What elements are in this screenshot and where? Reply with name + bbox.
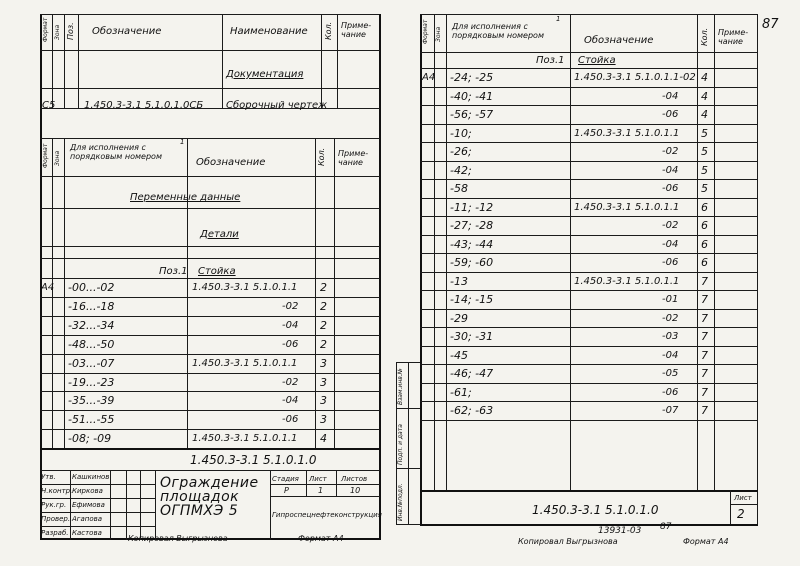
row-line: [420, 235, 758, 236]
r-stamp-sheet: 2: [737, 507, 745, 521]
r-header-for-version: Для исполнения с порядковым номером: [452, 22, 544, 41]
row-version: -16...-18: [68, 299, 115, 313]
row-version: -45: [450, 348, 468, 362]
row-version: -13: [450, 274, 468, 288]
stamp-row-line: [40, 498, 155, 499]
row-designation: -06: [282, 338, 299, 350]
r-stamp-code: 1.450.3-3.1 5.1.0.1.0: [532, 503, 659, 517]
row-qty: 7: [701, 385, 708, 399]
stamp-name: Киркова: [72, 487, 103, 495]
r-part-name: Стойка: [578, 55, 616, 66]
stamp-sheets: 10: [350, 486, 361, 495]
section-documentation: Документация: [226, 69, 304, 80]
row-line: [420, 272, 758, 273]
page-number: 87: [762, 17, 779, 32]
header-poz: Поз.: [66, 22, 75, 40]
row-version: -61;: [450, 385, 472, 399]
stamp-role: Разраб.: [41, 529, 69, 537]
section-variable-data: Переменные данные: [130, 192, 241, 203]
row-designation: -04: [282, 319, 299, 331]
row-line: [420, 253, 758, 254]
header-format: Формат: [42, 17, 49, 42]
stamp-title: Ограждение площадок ОГПМХЭ 5: [160, 475, 259, 519]
r-header-format: Формат: [422, 19, 429, 44]
row-designation: -04: [662, 349, 679, 361]
row-version: -03...-07: [68, 356, 115, 370]
row-qty: 4: [701, 71, 708, 84]
part-name: Стойка: [198, 266, 236, 277]
row-version: -14; -15: [450, 293, 494, 306]
header-name: Наименование: [230, 26, 308, 37]
header2-zone: Зона: [54, 150, 61, 166]
row-version: -42;: [450, 163, 472, 177]
stamp-stage: Р: [284, 486, 289, 495]
row-qty: 6: [701, 200, 708, 214]
row-version: -26;: [450, 145, 472, 158]
stamp-col: [126, 470, 127, 540]
row-designation: -02: [282, 376, 299, 388]
row-line: [40, 354, 380, 355]
stamp-sheet: 1: [318, 486, 324, 495]
row-qty: 4: [320, 432, 327, 446]
row-line: [420, 290, 758, 291]
row-line: [40, 373, 380, 374]
row-designation: -01: [662, 294, 679, 305]
row-qty: 7: [701, 330, 708, 343]
row-version: -56; -57: [450, 108, 494, 121]
row-qty: 6: [701, 237, 708, 251]
row-line: [420, 327, 758, 328]
doc-name: Сборочный чертеж: [226, 100, 328, 111]
stamp-col: [140, 470, 141, 540]
stamp-sheets-label: Листов: [341, 475, 368, 483]
row-version: -29: [450, 311, 468, 325]
stamp-role: Утв.: [41, 473, 56, 481]
row-designation: -04: [662, 164, 679, 176]
row-qty: 3: [320, 413, 327, 427]
row-format: А4: [41, 282, 55, 293]
stamp-col: [70, 470, 71, 540]
stamp-code: 1.450.3-3.1 5.1.0.1.0: [190, 453, 317, 467]
row-qty: 5: [701, 182, 708, 195]
r-footer-format: Формат А4: [683, 537, 729, 546]
row-designation: -06: [662, 183, 679, 194]
row-qty: 3: [320, 375, 327, 389]
stamp-sheet-label: Лист: [309, 475, 327, 483]
stamp-row-line: [40, 484, 155, 485]
doc-designation: 1.450.3-3.1 5.1.0.1.0СБ: [84, 100, 204, 111]
row-designation: -02: [282, 300, 299, 312]
row-designation: -03: [662, 331, 679, 342]
row-version: -46; -47: [450, 367, 494, 380]
row-designation: -06: [662, 257, 679, 268]
stamp-org: Гипроспецнефтеконструкция: [272, 511, 382, 519]
row-qty: 7: [701, 293, 708, 306]
footer-format: Формат А4: [298, 534, 344, 543]
stamp-name: Кашкинов: [72, 473, 110, 481]
row-qty: 7: [701, 311, 708, 325]
row-version: -11; -12: [450, 200, 494, 214]
stamp-name: Кастова: [72, 529, 102, 537]
row-qty: 2: [320, 318, 327, 332]
row-designation: 1.450.3-3.1 5.1.0.1.1: [574, 127, 680, 139]
row-version: -40; -41: [450, 89, 494, 103]
row-designation: -02: [662, 220, 679, 231]
row-line: [420, 87, 758, 88]
archive-number: 13931-03: [598, 526, 642, 536]
stamp-role: Рук.гр.: [41, 501, 67, 509]
stamp-col: [110, 470, 111, 540]
row-qty: 6: [701, 219, 708, 232]
row-designation: 1.450.3-3.1 5.1.0.1.1-02: [574, 72, 696, 83]
row-line: [420, 401, 758, 402]
row-line: [420, 309, 758, 310]
row-version: -59; -60: [450, 256, 494, 269]
row-designation: -05: [662, 368, 679, 379]
row-qty: 6: [701, 256, 708, 269]
row-designation: -04: [662, 90, 679, 102]
row-qty: 3: [320, 356, 327, 370]
row-designation: -06: [662, 109, 679, 120]
stamp-row-line: [40, 526, 155, 527]
row-version: -43; -44: [450, 237, 494, 251]
r-stamp-sheet-label: Лист: [734, 494, 752, 502]
row-line: [420, 216, 758, 217]
row-line: [420, 346, 758, 347]
row-designation: -06: [662, 386, 679, 398]
row-version: -08; -09: [68, 432, 112, 446]
row-version: -27; -28: [450, 219, 494, 232]
row-line: [420, 161, 758, 162]
section-parts: Детали: [200, 229, 239, 240]
row-version: -32...-34: [68, 318, 115, 332]
row-line: [420, 198, 758, 199]
row-designation: -02: [662, 312, 679, 324]
row-line: [420, 383, 758, 384]
row-line: [40, 335, 380, 336]
row-qty: 7: [701, 404, 708, 417]
row-version: -19...-23: [68, 375, 115, 389]
row-line: [420, 105, 758, 106]
row-line: [420, 364, 758, 365]
row-qty: 4: [701, 89, 708, 103]
stamp-name: Агапова: [72, 515, 103, 523]
stamp-row-line: [40, 512, 155, 513]
row-qty: 7: [701, 274, 708, 288]
row-designation: -04: [282, 395, 299, 407]
row-line: [420, 420, 758, 421]
row-qty: 2: [320, 281, 327, 294]
stamp-stage-label: Стадия: [272, 475, 299, 483]
row-qty: 5: [701, 145, 708, 158]
archive-page: 87: [660, 522, 672, 532]
row-qty: 2: [320, 299, 327, 313]
row-qty: 5: [701, 126, 708, 140]
row-designation: 1.450.3-3.1 5.1.0.1.1: [574, 201, 680, 213]
row-qty: 7: [701, 348, 708, 362]
row-qty: 5: [701, 163, 708, 177]
row-qty: 2: [320, 337, 327, 351]
row-line: [420, 124, 758, 125]
row-designation: 1.450.3-3.1 5.1.0.1.1: [192, 282, 298, 293]
r-header-designation: Обозначение: [584, 35, 654, 46]
row-version: -10;: [450, 126, 472, 140]
r-header-note: Приме- чание: [718, 28, 749, 46]
r-poz-label: Поз.1: [536, 55, 565, 66]
row-line: [420, 179, 758, 180]
row-format: А4: [422, 72, 436, 83]
row-line: [40, 297, 380, 298]
header2-for-version: Для исполнения с порядковым номером: [70, 143, 162, 162]
row-designation: 1.450.3-3.1 5.1.0.1.1: [574, 275, 680, 287]
footer-copied: Копировал Выгрызнова: [128, 534, 228, 543]
row-version: -00...-02: [68, 281, 115, 294]
row-designation: 1.450.3-3.1 5.1.0.1.1: [192, 357, 298, 369]
row-designation: -04: [662, 238, 679, 250]
stamp-role: Н.контр.: [41, 487, 73, 495]
r-header-qty: Кол.: [700, 27, 709, 46]
doc-format: С5: [42, 100, 56, 111]
r-footer-copied: Копировал Выгрызнова: [518, 537, 618, 546]
header2-designation: Обозначение: [196, 157, 266, 168]
row-designation: -02: [662, 146, 679, 157]
stamp-role: Провер.: [41, 515, 71, 523]
row-version: -58: [450, 182, 468, 195]
row-line: [40, 391, 380, 392]
row-qty: 7: [701, 367, 708, 380]
side-label-replace: Взам.инв.№: [397, 368, 404, 405]
row-version: -62; -63: [450, 404, 494, 417]
row-qty: 4: [701, 108, 708, 121]
row-line: [420, 142, 758, 143]
row-line: [40, 429, 380, 430]
row-qty: 3: [320, 394, 327, 408]
side-label-inv: Инв.№подл.: [397, 483, 404, 521]
row-line: [40, 410, 380, 411]
row-designation: -07: [662, 405, 679, 416]
stamp-name: Ефимова: [72, 501, 105, 509]
side-label-sign: Подп. и дата: [397, 424, 404, 465]
header-note: Приме- чание: [341, 21, 372, 39]
row-version: -30; -31: [450, 330, 494, 343]
header2-qty: Кол.: [317, 147, 326, 166]
poz-label: Поз.1: [159, 266, 188, 277]
header2-note: Приме- чание: [338, 149, 369, 167]
header2-format: Формат: [42, 143, 49, 168]
row-version: -24; -25: [450, 71, 494, 84]
header2-sup: 1: [180, 138, 185, 146]
row-line: [40, 316, 380, 317]
header-qty: Кол.: [324, 21, 333, 40]
header-zone: Зона: [54, 24, 61, 40]
row-designation: 1.450.3-3.1 5.1.0.1.1: [192, 433, 298, 445]
r-header-sup: 1: [556, 15, 561, 23]
header-designation: Обозначение: [92, 26, 162, 37]
row-version: -35...-39: [68, 394, 115, 408]
row-version: -51...-55: [68, 413, 115, 427]
row-version: -48...-50: [68, 337, 115, 351]
row-designation: -06: [282, 414, 299, 426]
r-header-zone: Зона: [435, 26, 442, 42]
